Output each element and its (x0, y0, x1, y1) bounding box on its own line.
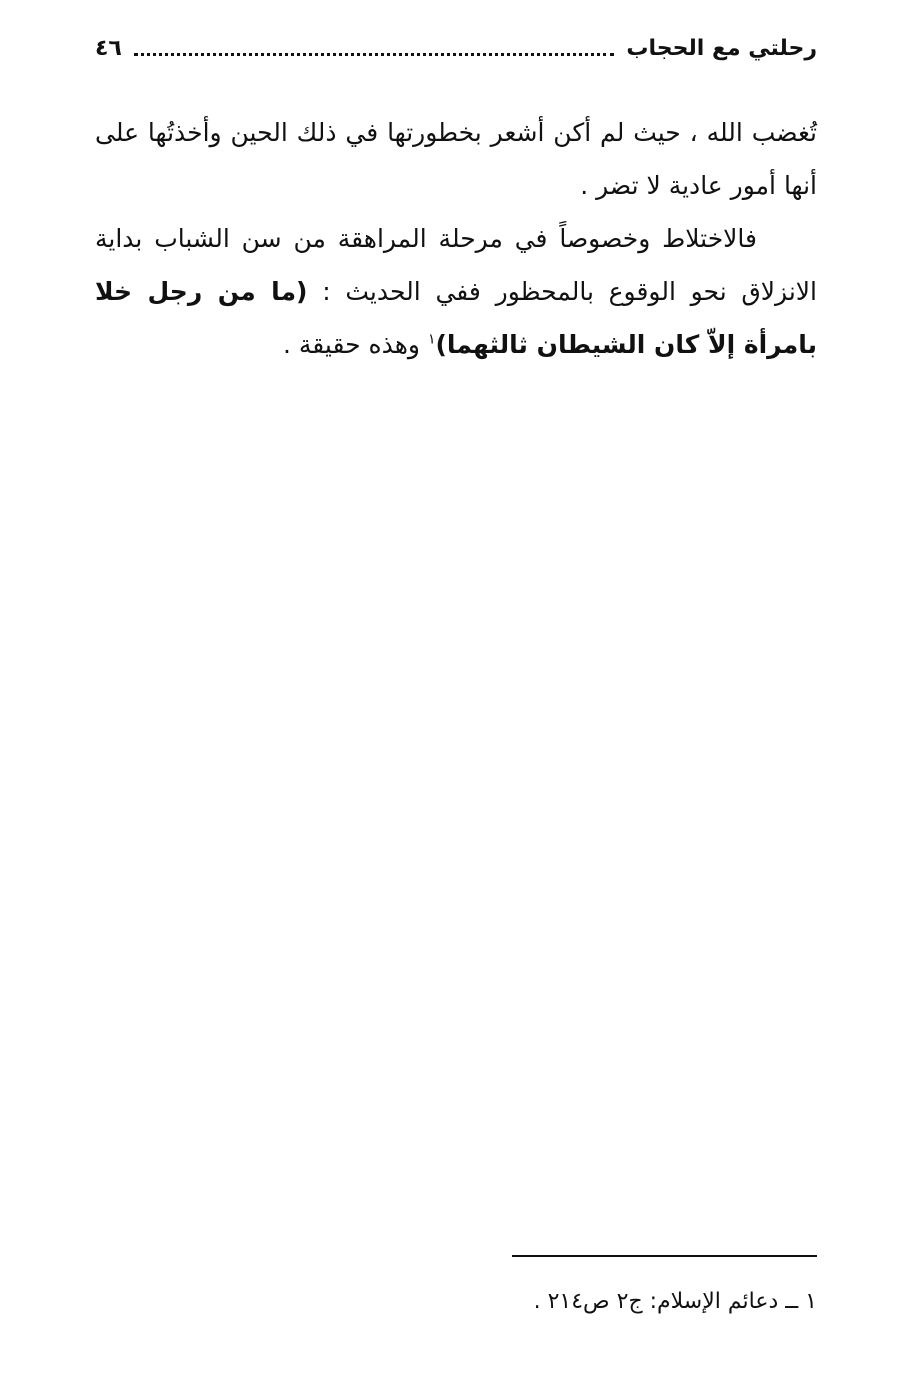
body-text (95, 106, 817, 371)
paragraph-2-end: وهذه حقيقة . (282, 330, 428, 359)
page-header (95, 28, 817, 68)
footnote-separator (512, 1255, 817, 1257)
paragraph-2 (95, 212, 817, 371)
footnote: ١ ــ دعائم الإسلام: ج٢ ص٢١٤ . (533, 1289, 817, 1314)
footnote-reference: ١ (427, 331, 436, 348)
paragraph-1: تُغضب الله ، حيث لم أكن أشعر بخطورتها في ذلك الحين وأخذتُها على أنها أمور عادية لا تضر . (95, 118, 817, 200)
paragraph-2-intro: فالاختلاط وخصوصاً في مرحلة المراهقة من سن الشباب بداية الانزلاق نحو الوقوع بالمحظور ففي الحديث : (95, 224, 817, 306)
header-leader-dots (134, 53, 615, 56)
hadith-quote: (ما من رجل خلا بامرأة إلاّ كان الشيطان ثالثهما) (95, 277, 817, 359)
running-title: رحلتي مع الحجاب (626, 35, 817, 61)
page-number: ٤٦ (95, 35, 122, 61)
